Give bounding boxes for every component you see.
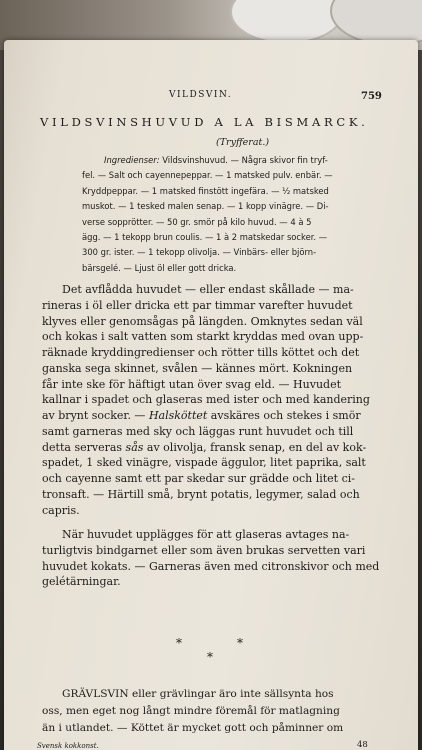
paragraph-serving <box>42 527 392 590</box>
text-line: gelétärningar. <box>42 575 121 589</box>
text-line: detta serveras sås av olivolja, fransk senap, en del av kok- <box>42 440 367 454</box>
ingredients-line: Kryddpeppar. — 1 matsked finstött ingefära. — ½ matsked <box>82 185 329 196</box>
text-line: får inte ske för häftigt utan över svag eld. — Huvudet <box>42 377 341 391</box>
text-line: tronsaft. — Härtill små, brynt potatis, legymer, salad och <box>42 487 360 501</box>
text-line: kallnar i spadet och glaseras med ister och med kandering <box>42 393 370 407</box>
text-line: När huvudet upplägges för att glaseras avtages na- <box>62 528 350 541</box>
italic-term: Halsköttet <box>148 409 208 422</box>
text-line: oss, men eget nog långt mindre föremål för matlagning <box>42 705 340 717</box>
text-line: Det avflådda huvudet — eller endast skållade — ma- <box>62 283 354 296</box>
book-page <box>4 40 418 750</box>
paragraph-method <box>42 282 392 518</box>
ornament-star: * <box>237 636 243 650</box>
sheet-number: 48 <box>357 740 368 750</box>
text-line: och cayenne samt ett par skedar sur grädde och litet ci- <box>42 472 355 485</box>
ingredients-line: fel. — Salt och cayennepeppar. — 1 matsked pulv. enbär. — <box>82 170 333 181</box>
page-number: 759 <box>361 91 382 102</box>
text-line: rineras i öl eller dricka ett par timmar varefter huvudet <box>42 298 353 312</box>
text-line: klyves eller genomsågas på längden. Omknytes sedan väl <box>42 314 363 328</box>
text-line: GRÄVLSVIN eller grävlingar äro inte sällsynta hos <box>62 688 334 700</box>
ingredients-line: bärsgelé. — Ljust öl eller gott dricka. <box>82 262 237 273</box>
background-lid <box>230 0 344 44</box>
text-line: spadet, 1 sked vinägre, vispade äggulor, litet paprika, salt <box>42 456 366 470</box>
text-line: än i utlandet. — Köttet är mycket gott och påminner om <box>42 722 344 734</box>
text-line: huvudet kokats. — Garneras även med citronskivor och med <box>42 559 380 573</box>
footer-signature: Svensk kokkonst. <box>37 742 99 750</box>
ingredients-block <box>82 153 394 276</box>
text-line: räknade kryddingredienser och rötter tills köttet och det <box>42 346 360 359</box>
ingredients-label: Ingredienser: <box>104 155 160 165</box>
text-line: samt garneras med sky och läggas runt huvudet och till <box>42 424 354 438</box>
next-section-intro <box>42 686 392 737</box>
italic-term: sås <box>125 440 144 454</box>
recipe-subtitle: (Tryfferat.) <box>216 137 270 148</box>
text-line: och kokas i salt vatten som starkt kryddas med ovan upp- <box>42 330 364 344</box>
ornament-star: * <box>176 636 182 650</box>
text-line: capris. <box>42 503 80 517</box>
ornament-star: * <box>207 650 213 664</box>
text-line: turligtvis bindgarnet eller som även brukas servetten vari <box>42 543 366 557</box>
recipe-title: VILDSVINSHUVUD A LA BISMARCK. <box>40 115 369 129</box>
text-line: av brynt socker. — Halsköttet avskäres och stekes i smör <box>42 409 361 422</box>
ingredients-line: 300 gr. ister. — 1 tekopp olivolja. — Vinbärs- eller björn- <box>82 247 317 258</box>
text-line: ganska sega skinnet, svålen — kännes mört. Kokningen <box>42 361 353 375</box>
ingredients-line: muskot. — 1 tesked malen senap. — 1 kopp vinägre. — Di- <box>82 201 329 212</box>
ingredients-line: verse sopprötter. — 50 gr. smör på kilo huvud. — 4 à 5 <box>82 216 312 227</box>
running-head: VILDSVIN. <box>169 90 233 100</box>
ingredients-line: Ingredienser: Vildsvinshuvud. — Några skivor fin tryf- <box>104 155 328 165</box>
ingredients-line: ägg. — 1 tekopp brun coulis. — 1 à 2 matskedar socker. — <box>82 232 328 243</box>
